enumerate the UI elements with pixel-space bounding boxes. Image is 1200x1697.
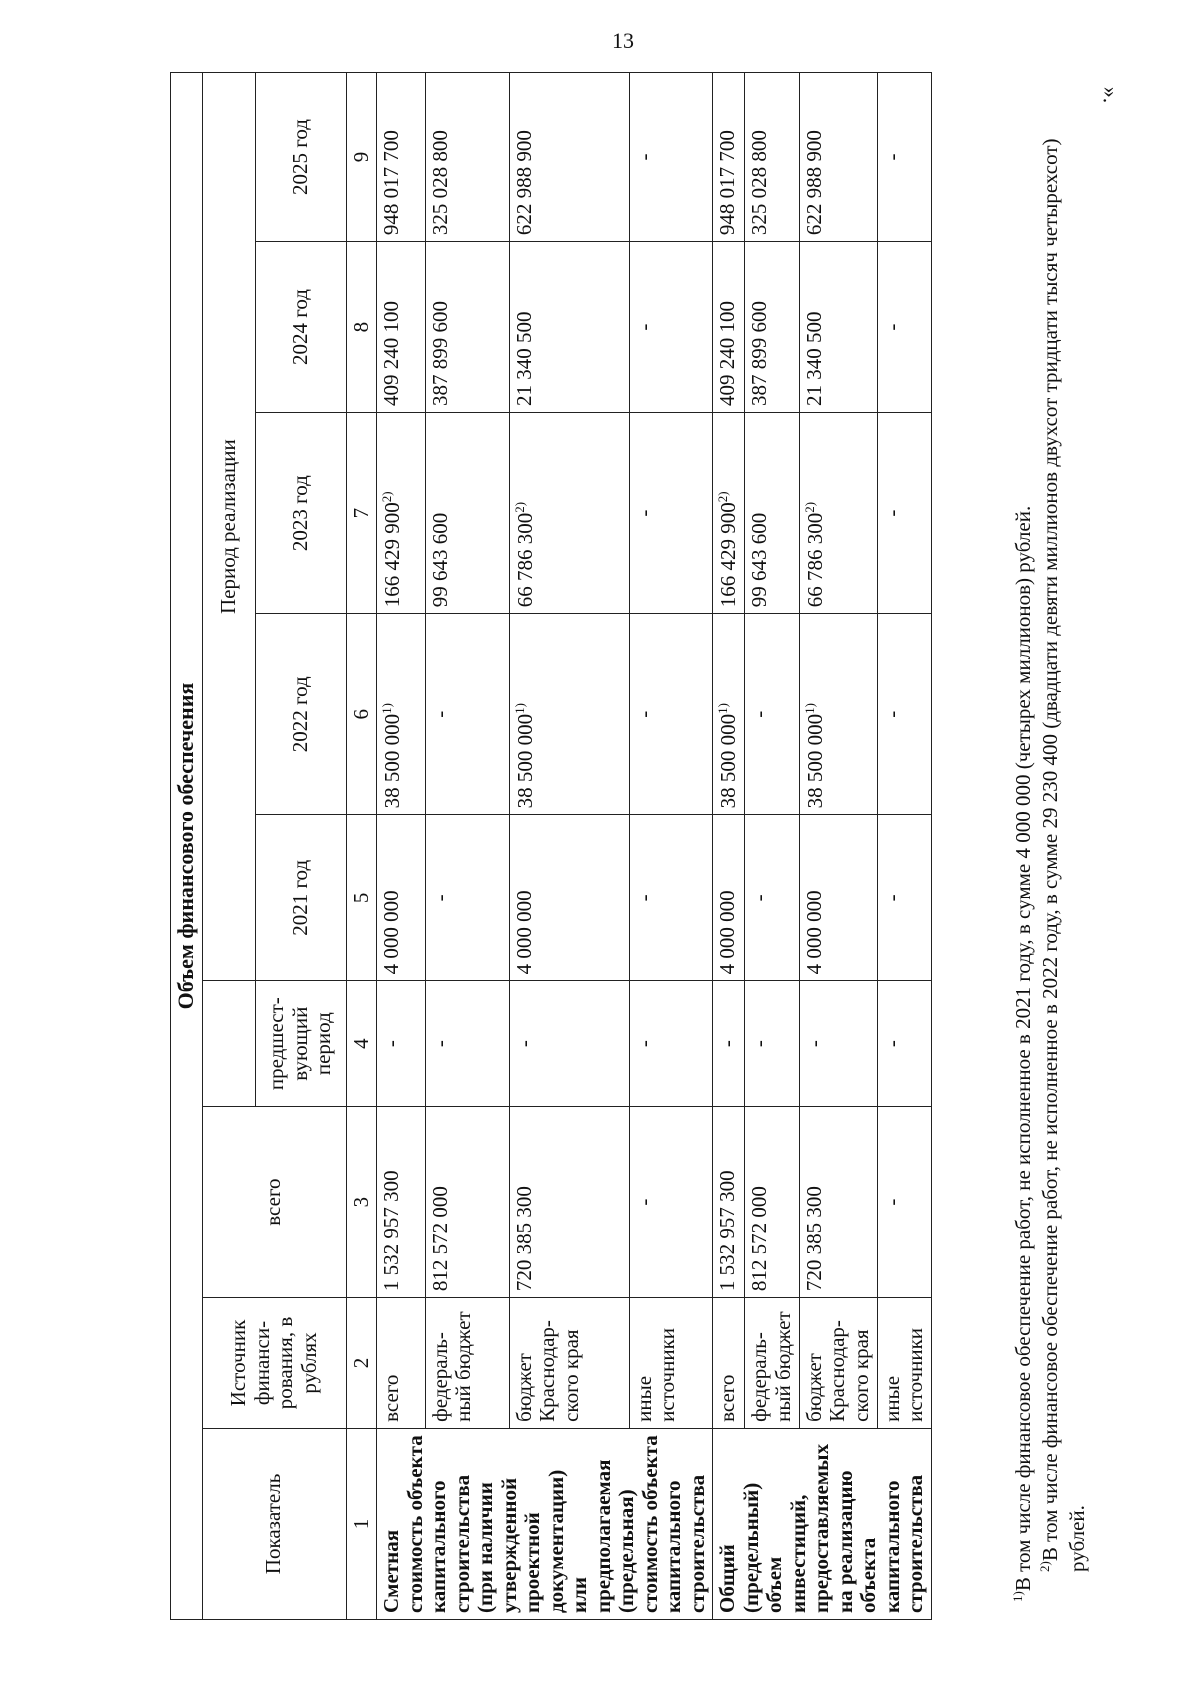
- column-number: 7: [346, 413, 377, 614]
- header-year: 2024 год: [255, 242, 346, 413]
- header-implementation-period: Период реализации: [202, 73, 255, 981]
- column-number: 5: [346, 815, 377, 981]
- footnote-ref: 1): [715, 703, 731, 714]
- year-2024-cell: 387 899 600: [745, 242, 799, 413]
- value: 166 429 900: [380, 502, 405, 608]
- year-2025-cell: 325 028 800: [425, 73, 509, 242]
- year-2022-cell: [377, 614, 426, 815]
- year-2023-cell: [713, 413, 745, 614]
- year-2025-cell: -: [877, 73, 931, 242]
- column-number: 9: [346, 73, 377, 242]
- value: 38 500 000: [512, 713, 537, 809]
- total-cell: -: [629, 1107, 713, 1298]
- year-2022-cell: [425, 614, 509, 815]
- value: 38 500 000: [802, 713, 827, 809]
- prior-period-cell: -: [713, 981, 745, 1107]
- year-2025-cell: -: [629, 73, 713, 242]
- year-2024-cell: 21 340 500: [509, 242, 629, 413]
- year-2021-cell: -: [877, 815, 931, 981]
- header-year: 2023 год: [255, 413, 346, 614]
- value: 38 500 000: [380, 713, 405, 809]
- table-row: [713, 73, 745, 1620]
- indicator-cell: Общий (предельный) объем инвестиций, предоставляемых на реализацию объекта капитального строительства: [713, 1428, 932, 1619]
- total-cell: 1 532 957 300: [713, 1107, 745, 1298]
- year-2022-cell: [799, 614, 877, 815]
- value: -: [747, 710, 772, 718]
- prior-period-cell: -: [799, 981, 877, 1107]
- footnote-mark: 2): [1036, 1561, 1052, 1572]
- financing-table: [170, 72, 932, 1620]
- footnote-ref: 1): [379, 703, 395, 714]
- footnote-text: В том числе финансовое обеспечение работ, не исполненное в 2021 году, в сумме 4 000 000 (четырех миллионов) рублей.: [1011, 505, 1035, 1592]
- indicator-cell: Сметная стоимость объекта капитального строительства (при наличии утвержденной проектной документации) или предполагаемая (предельная) стоимость объекта капитального строительства: [377, 1428, 713, 1619]
- column-number: 4: [346, 981, 377, 1107]
- closing-quote-mark: ».: [1098, 86, 1124, 104]
- prior-period-cell: -: [629, 981, 713, 1107]
- prior-period-cell: -: [377, 981, 426, 1107]
- column-number: 3: [346, 1107, 377, 1298]
- page-number: 13: [612, 28, 634, 53]
- table-row: [799, 73, 877, 1620]
- source-cell: бюджет Краснодар-ского края: [509, 1298, 629, 1429]
- year-2023-cell: [509, 413, 629, 614]
- column-number-row: [346, 73, 377, 1620]
- prior-period-cell: -: [509, 981, 629, 1107]
- column-number: 1: [346, 1428, 377, 1619]
- year-2022-cell: [745, 614, 799, 815]
- year-2022-cell: [713, 614, 745, 815]
- source-cell: всего: [713, 1298, 745, 1429]
- year-2025-cell: 622 988 900: [799, 73, 877, 242]
- year-2022-cell: [629, 614, 713, 815]
- footnotes: [1010, 72, 1091, 1620]
- header-total: всего: [202, 1107, 346, 1298]
- footnote-mark: 1): [1010, 1591, 1025, 1602]
- header-indicator: Показатель: [202, 1428, 346, 1619]
- year-2021-cell: -: [425, 815, 509, 981]
- footnote-ref: 1): [801, 703, 817, 714]
- table-title: Объем финансового обеспечения: [171, 73, 203, 1620]
- total-cell: 812 572 000: [425, 1107, 509, 1298]
- value: 66 786 300: [512, 512, 537, 608]
- source-cell: иные источники: [629, 1298, 713, 1429]
- table-row: [745, 73, 799, 1620]
- year-2021-cell: 4 000 000: [799, 815, 877, 981]
- header-source: Источник финанси-рования, в рублях: [202, 1298, 346, 1429]
- year-2023-cell: [377, 413, 426, 614]
- footnote-ref: 2): [511, 501, 527, 513]
- header-prior-period: предшест-вующий период: [255, 981, 346, 1107]
- header-year: 2025 год: [255, 73, 346, 242]
- footnote-text: В том числе финансовое обеспечение работ, не исполненное в 2022 году, в сумме 29 230 400 (двадцати девяти миллионов двухсот тридцати тысяч четырехсот) рублей.: [1037, 138, 1089, 1572]
- header-year: 2022 год: [255, 614, 346, 815]
- header-empty-prior: [202, 981, 255, 1107]
- year-2025-cell: 948 017 700: [377, 73, 426, 242]
- rotated-table-frame: [170, 72, 1100, 1620]
- column-number: 2: [346, 1298, 377, 1429]
- value: 166 429 900: [716, 502, 741, 608]
- year-2024-cell: -: [877, 242, 931, 413]
- table-row: [509, 73, 629, 1620]
- footnote-ref: 2): [801, 501, 817, 513]
- value: 66 786 300: [802, 512, 827, 608]
- footnote-ref: 2): [379, 491, 395, 503]
- value: 99 643 600: [427, 512, 452, 608]
- prior-period-cell: -: [877, 981, 931, 1107]
- table-body: [377, 73, 932, 1620]
- table-row: [629, 73, 713, 1620]
- year-2021-cell: 4 000 000: [377, 815, 426, 981]
- footnote-2: [1037, 72, 1091, 1620]
- source-cell: федераль-ный бюджет: [745, 1298, 799, 1429]
- value: -: [631, 710, 656, 718]
- total-cell: 720 385 300: [509, 1107, 629, 1298]
- prior-period-cell: -: [745, 981, 799, 1107]
- year-2021-cell: -: [629, 815, 713, 981]
- total-cell: 720 385 300: [799, 1107, 877, 1298]
- source-cell: бюджет Краснодар-ского края: [799, 1298, 877, 1429]
- year-2025-cell: 622 988 900: [509, 73, 629, 242]
- column-number: 6: [346, 614, 377, 815]
- year-2024-cell: 409 240 100: [713, 242, 745, 413]
- year-2021-cell: 4 000 000: [713, 815, 745, 981]
- year-2024-cell: 409 240 100: [377, 242, 426, 413]
- year-2021-cell: -: [745, 815, 799, 981]
- year-2022-cell: [877, 614, 931, 815]
- table-row: [425, 73, 509, 1620]
- column-number: 8: [346, 242, 377, 413]
- year-2022-cell: [509, 614, 629, 815]
- prior-period-cell: -: [425, 981, 509, 1107]
- source-cell: иные источники: [877, 1298, 931, 1429]
- source-cell: федераль-ный бюджет: [425, 1298, 509, 1429]
- year-2023-cell: [629, 413, 713, 614]
- total-cell: -: [877, 1107, 931, 1298]
- value: 38 500 000: [716, 713, 741, 809]
- year-2023-cell: [425, 413, 509, 614]
- year-2025-cell: 325 028 800: [745, 73, 799, 242]
- year-2023-cell: [877, 413, 931, 614]
- total-cell: 812 572 000: [745, 1107, 799, 1298]
- total-cell: 1 532 957 300: [377, 1107, 426, 1298]
- year-2023-cell: [745, 413, 799, 614]
- source-cell: всего: [377, 1298, 426, 1429]
- year-2024-cell: 387 899 600: [425, 242, 509, 413]
- value: 99 643 600: [747, 512, 772, 608]
- year-2023-cell: [799, 413, 877, 614]
- year-2021-cell: 4 000 000: [509, 815, 629, 981]
- year-2025-cell: 948 017 700: [713, 73, 745, 242]
- footnote-ref: 1): [511, 703, 527, 714]
- year-2024-cell: -: [629, 242, 713, 413]
- value: -: [631, 509, 656, 517]
- value: -: [879, 509, 904, 517]
- year-2024-cell: 21 340 500: [799, 242, 877, 413]
- value: -: [427, 710, 452, 718]
- table-row: [877, 73, 931, 1620]
- value: -: [879, 710, 904, 718]
- footnote-ref: 2): [715, 491, 731, 503]
- header-year: 2021 год: [255, 815, 346, 981]
- footnote-1: [1010, 72, 1037, 1620]
- table-row: [377, 73, 426, 1620]
